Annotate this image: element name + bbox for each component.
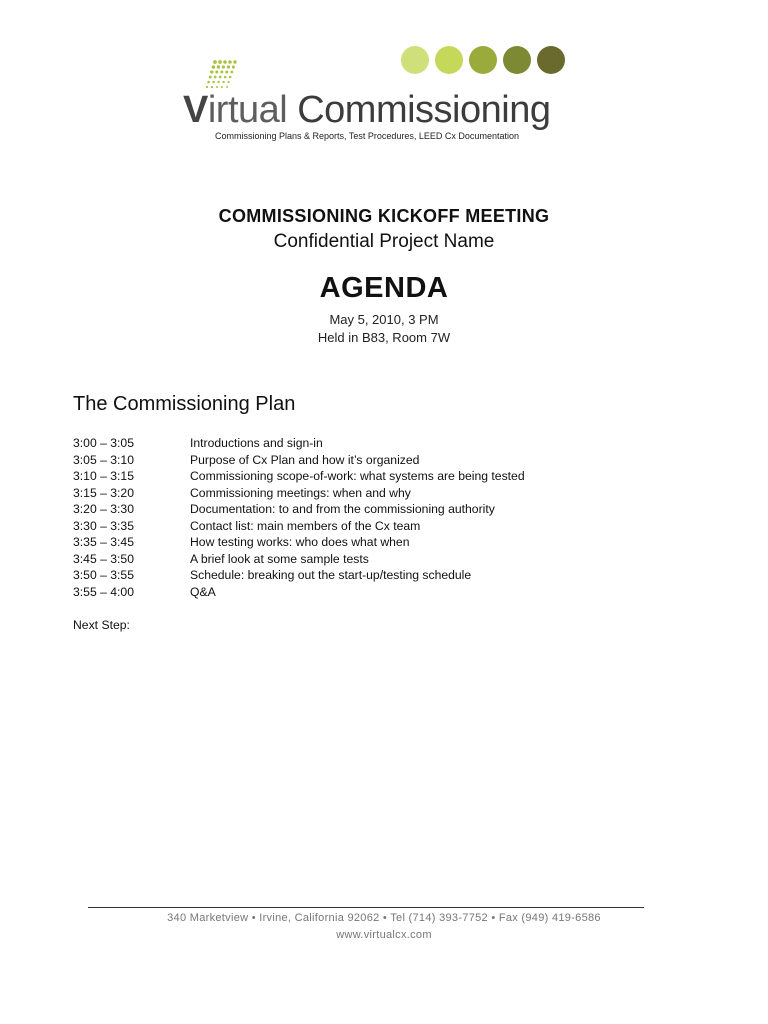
schedule-topic: Commissioning scope-of-work: what systems are being tested: [190, 469, 525, 483]
logo-halftone-dot: [233, 60, 236, 63]
logo-wordmark: [183, 90, 550, 130]
schedule-row: [73, 567, 633, 584]
logo-halftone-dot: [212, 65, 216, 69]
schedule-topic: Introductions and sign-in: [190, 436, 323, 450]
agenda-schedule: [73, 435, 633, 600]
logo-halftone-dot: [232, 65, 235, 68]
schedule-row: [73, 584, 633, 601]
logo-halftone-dot: [224, 76, 227, 79]
logo-dot: [503, 46, 531, 74]
logo-halftone-dot: [230, 71, 233, 74]
logo-word-virtual: irtual: [207, 89, 288, 131]
logo-halftone-dot: [207, 81, 210, 84]
logo-halftone-dot: [213, 60, 217, 64]
footer-address: 340 Marketview • Irvine, California 92062 • Tel (714) 393-7752 • Fax (949) 419-6586: [167, 912, 601, 924]
logo-halftone-dot: [227, 65, 230, 68]
logo-dot: [435, 46, 463, 74]
logo-halftone-dot: [215, 70, 218, 73]
logo-halftone-dot: [223, 60, 227, 64]
schedule-time: 3:45 – 3:50: [73, 551, 134, 566]
schedule-row: [73, 452, 633, 469]
logo-halftone-dot: [228, 60, 232, 64]
project-name: Confidential Project Name: [273, 231, 495, 252]
schedule-time: 3:35 – 3:45: [73, 535, 134, 549]
footer-website: www.virtualcx.com: [336, 929, 432, 941]
section-title: The Commissioning Plan: [73, 393, 296, 415]
schedule-topic: Q&A: [190, 584, 216, 599]
agenda-heading: AGENDA: [319, 272, 449, 304]
footer-divider: [88, 907, 644, 908]
schedule-time: 3:55 – 4:00: [73, 584, 134, 599]
schedule-topic: Purpose of Cx Plan and how it’s organized: [190, 452, 420, 467]
schedule-topic: How testing works: who does what when: [190, 535, 410, 549]
logo-halftone-dot: [221, 86, 223, 88]
logo-halftone-dot: [212, 81, 215, 84]
schedule-row: [73, 518, 633, 535]
schedule-topic: Schedule: breaking out the start-up/testing schedule: [190, 568, 472, 582]
company-logo: [183, 42, 583, 152]
logo-halftone-dot: [225, 71, 228, 74]
meeting-location: Held in B83, Room 7W: [317, 330, 451, 345]
logo-word-commissioning: Commissioning: [297, 89, 551, 131]
schedule-time: 3:00 – 3:05: [73, 436, 134, 450]
logo-dot: [401, 46, 429, 74]
logo-letter-v: V: [183, 89, 208, 131]
schedule-topic: A brief look at some sample tests: [190, 551, 369, 566]
logo-tagline: Commissioning Plans & Reports, Test Procedures, LEED Cx Documentation: [215, 131, 519, 141]
schedule-row: [73, 468, 633, 485]
logo-halftone-dot: [226, 86, 228, 88]
logo-halftone-dot: [220, 71, 223, 74]
schedule-topic: Contact list: main members of the Cx team: [190, 518, 421, 533]
logo-halftone-dot: [222, 65, 225, 68]
schedule-topic: Documentation: to and from the commissioning authority: [190, 502, 495, 516]
logo-halftone-dot: [222, 81, 224, 83]
logo-halftone-dot: [218, 60, 222, 64]
schedule-row: [73, 501, 633, 518]
logo-halftone-dot: [216, 86, 218, 88]
schedule-time: 3:30 – 3:35: [73, 518, 134, 533]
schedule-row: [73, 534, 633, 551]
schedule-time: 3:20 – 3:30: [73, 502, 134, 516]
logo-halftone-dot: [219, 76, 222, 79]
logo-halftone-dot: [211, 86, 213, 88]
logo-halftone-dot: [206, 86, 208, 88]
schedule-time: 3:50 – 3:55: [73, 568, 134, 582]
schedule-row: [73, 551, 633, 568]
schedule-topic: Commissioning meetings: when and why: [190, 485, 411, 500]
meeting-date: May 5, 2010, 3 PM: [329, 312, 439, 327]
logo-halftone-dot: [229, 76, 232, 79]
logo-halftone-dot: [214, 76, 217, 79]
logo-halftone-dot: [228, 81, 230, 83]
schedule-time: 3:15 – 3:20: [73, 485, 134, 500]
logo-halftone-dot: [217, 65, 220, 68]
schedule-time: 3:10 – 3:15: [73, 469, 134, 483]
logo-halftone-dot: [217, 81, 219, 83]
meeting-title: COMMISSIONING KICKOFF MEETING: [218, 206, 550, 226]
schedule-row: [73, 485, 633, 502]
schedule-row: [73, 435, 633, 452]
next-step-label: Next Step:: [73, 618, 130, 632]
logo-halftone-dot: [209, 76, 212, 79]
logo-dot: [469, 46, 497, 74]
logo-dot: [537, 46, 565, 74]
logo-halftone-dot: [210, 70, 213, 73]
schedule-time: 3:05 – 3:10: [73, 452, 134, 467]
